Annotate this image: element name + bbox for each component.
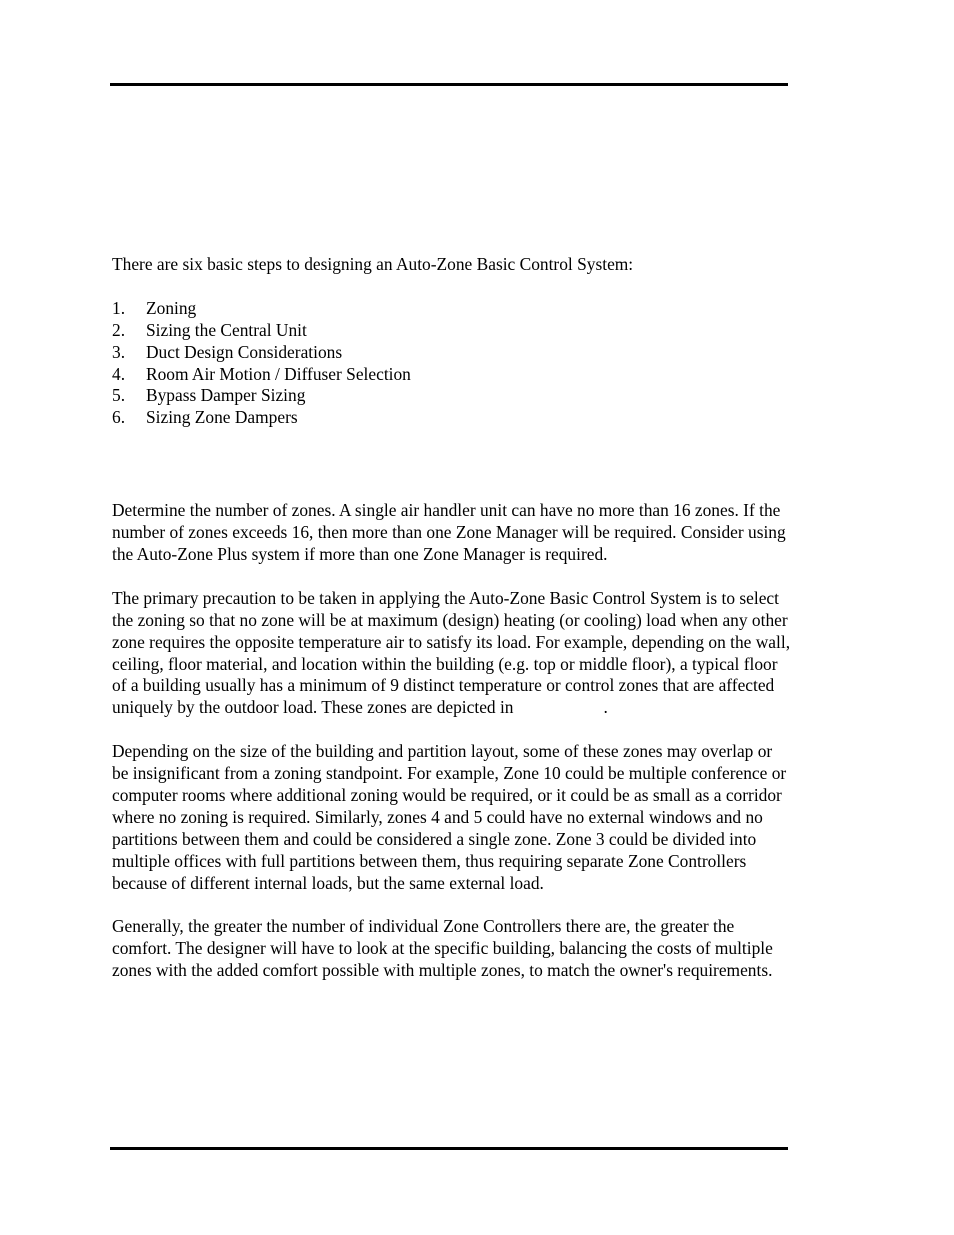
- intro-text: There are six basic steps to designing an Auto-Zone Basic Control System:: [112, 254, 634, 274]
- paragraph-zone-count: Determine the number of zones. A single air handler unit can have no more than 16 zones. If the number of zones exceeds 16, then more than one Zone Manager will be required. Consider using the Auto-Zone Plus system if more than one Zone Manager is required.: [112, 500, 786, 565]
- step-label: Zoning: [146, 297, 197, 318]
- step-label: Bypass Damper Sizing: [146, 385, 306, 406]
- paragraph-comfort: Generally, the greater the number of individual Zone Controllers there are, the greater the comfort. The designer will have to look at the specific building, balancing the costs of multiple zones with the added comfort possible with multiple zones, to match the owner's requirements.: [112, 916, 773, 981]
- step-number: 4.: [112, 363, 126, 384]
- step-number: 3.: [112, 341, 126, 362]
- list-item: [112, 385, 792, 407]
- list-item: [112, 364, 792, 386]
- list-item: [112, 320, 792, 342]
- list-item: [112, 407, 792, 429]
- step-number: 1.: [112, 297, 126, 318]
- step-label: Sizing the Central Unit: [146, 319, 307, 340]
- paragraph-layout: Depending on the size of the building and partition layout, some of these zones may overlap or be insignificant from a zoning standpoint. For example, Zone 10 could be multiple conference or computer rooms where additional zoning would be required, or it could be as small as a corridor where no zoning is required. Similarly, zones 4 and 5 could have no external windows and no partitions between them and could be considered a single zone. Zone 3 could be divided into multiple offices with full partitions between them, thus requiring separate Zone Controllers because of different internal loads, but the same external load.: [112, 741, 787, 893]
- footer-rule: [110, 1147, 788, 1150]
- paragraph-precaution-end: .: [603, 697, 608, 718]
- step-label: Duct Design Considerations: [146, 341, 343, 362]
- steps-list: [112, 298, 792, 429]
- paragraph-precaution: [112, 588, 792, 719]
- page-body: [112, 254, 792, 982]
- list-item: [112, 298, 792, 320]
- step-number: 5.: [112, 385, 126, 406]
- paragraph-precaution-text: The primary precaution to be taken in applying the Auto-Zone Basic Control System is to select the zoning so that no zone will be at maximum (design) heating (or cooling) load when any other zone requires the opposite temperature air to satisfy its load. For example, depending on the wall, ceiling, floor material, and location within the building (e.g. top or middle floor), a typical floor of a building usually has a minimum of 9 distinct temperature or control zones that are affected uniquely by the outdoor load. These zones are depicted in: [112, 587, 791, 718]
- step-number: 2.: [112, 319, 126, 340]
- header-rule: [110, 83, 788, 86]
- step-label: Room Air Motion / Diffuser Selection: [146, 363, 411, 384]
- list-item: [112, 342, 792, 364]
- step-label: Sizing Zone Dampers: [146, 407, 298, 428]
- step-number: 6.: [112, 407, 126, 428]
